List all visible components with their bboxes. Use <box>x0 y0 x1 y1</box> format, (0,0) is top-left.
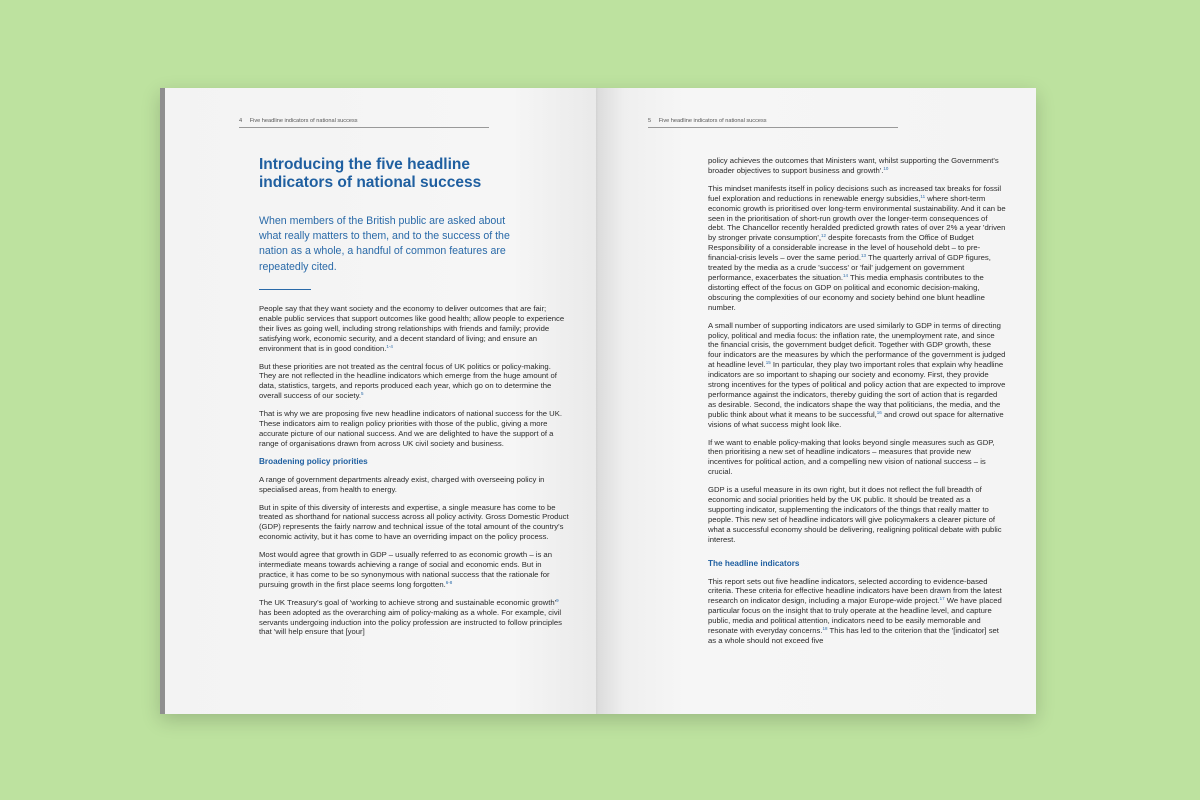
paragraph-text: and crowd out space for alternative visions of what success might look like. <box>708 409 1004 429</box>
body-paragraph <box>259 304 569 354</box>
running-head-title: Five headline indicators of national success <box>249 118 358 124</box>
paragraph-text: policy achieves the outcomes that Ministers want, whilst supporting the Government's broader objectives to support business and growth'. <box>708 156 999 175</box>
running-head <box>648 118 898 128</box>
paragraph-text: This has led to the criterion that the '[indicator] set as a whole should not exceed five <box>708 626 999 645</box>
body-paragraph <box>259 598 569 638</box>
body-paragraph: But in spite of this diversity of interests and expertise, a single measure has come to be treated as shorthand for national success across all policy activity. Gross Domestic Product (GDP) represents the fairly narrow and technical issue of the total amount of the country's economic activity, but it has come to have an overriding impact on the policy process. <box>259 502 569 542</box>
paragraph-text: The UK Treasury's goal of 'working to achieve strong and sustainable economic growth' <box>259 597 557 607</box>
paragraph-text: People say that they want society and the economy to deliver outcomes that are fair; enable public services that support outcomes like good health; allow people to experience their lives as going well, including strong relationships with friends and family; provide satisfying work, economic security, and a decent standard of living; and ensure an environment that is in good condition. <box>259 304 565 353</box>
page-number: 5 <box>648 118 652 124</box>
footnote-ref[interactable]: 13 <box>860 253 866 259</box>
body-paragraph: If we want to enable policy-making that looks beyond single measures such as GDP, then prioritising a new set of headline indicators – measures that provide new incentives for political action, and a compelling new vision of national success – is crucial. <box>708 437 995 477</box>
left-page <box>160 88 598 714</box>
body-paragraph <box>259 362 569 402</box>
open-booklet <box>160 88 1036 714</box>
footnote-ref[interactable]: 16 <box>876 409 882 415</box>
body-paragraph <box>708 156 1006 176</box>
paragraph-text: But these priorities are not treated as the central focus of UK politics or policy-making. They are not reflected in the headline indicators which emerge from the huge amount of data, statistics, targets, and reports produced each year, which go on to determine the overall success of our society. <box>259 361 557 401</box>
footnote-ref[interactable]: 15 <box>765 360 771 366</box>
paragraph-text: Most would agree that growth in GDP – usually referred to as economic growth – is an intermediate means towards achieving a range of social and economic ends. But in practice, it has come to be so synonymous with national success that the rationale for pursuing growth in the first place seems long forgotten. <box>259 550 552 589</box>
footnote-ref[interactable]: 14 <box>843 272 849 278</box>
section-heading: Broadening policy priorities <box>259 456 368 466</box>
paragraph-text: This mindset manifests itself in policy decisions such as increased tax breaks for fossil fuel exploration and reductions in renewable energy subsidies, <box>708 183 1002 203</box>
body-paragraph: GDP is a useful measure in its own right, but it does not reflect the full breadth of economic and social priorities held by the UK public. It should be treated as a supporting indicator, supplementing the indicators of the things that really matter to people. This new set of headline indicators will give policymakers a clearer picture of what a successful economy should be delivering, realigning political debate with public interest. <box>708 485 1002 544</box>
footnote-ref[interactable]: 11 <box>920 193 926 199</box>
body-paragraph <box>708 184 1006 313</box>
section-heading: The headline indicators <box>708 558 800 568</box>
left-body-column <box>259 304 569 645</box>
footnote-ref[interactable]: 9 <box>556 597 559 603</box>
intro-paragraph: When members of the British public are asked about what really matters to them, and to the success of the nation as a whole, a handful of common features are repeatedly cited. <box>259 215 510 273</box>
body-paragraph: A range of government departments already exist, charged with overseeing policy in specialised areas, from health to energy. <box>259 474 545 494</box>
body-paragraph <box>708 577 1006 646</box>
running-head <box>239 118 489 128</box>
paragraph-text: The quarterly arrival of GDP figures, treated by the media as a crude 'success' or 'fail' judgement on government performance, exacerbates the situation. <box>708 253 991 282</box>
paragraph-text: despite forecasts from the Office of Budget Responsibility of a considerable increase in the level of household debt – to pre-financial-crisis levels – over the same period. <box>708 233 981 263</box>
paragraph-text: This media emphasis contributes to the distorting effect of the focus on GDP on political and economic decision-making, obscuring the complexities of our economy and society behind one blunt headline number. <box>708 272 985 312</box>
footnote-ref[interactable]: 6-8 <box>445 579 453 585</box>
footnote-ref[interactable]: 10 <box>883 165 889 171</box>
paragraph-text: A small number of supporting indicators are used similarly to GDP in terms of directing policy, political and media focus: the inflation rate, the unemployment rate, and since the financial crisis, the government budget deficit. Together with GDP growth, these four indicators are the measures by which the performance of the government is judged at headline level. <box>708 320 1006 370</box>
page-title: Introducing the five headline indicators of national success <box>259 156 482 191</box>
footnote-ref[interactable]: 17 <box>939 596 945 602</box>
paragraph-text: We have placed particular focus on the insight that to truly operate at the headline level, and capture public, media and political attention, indicators need to be easily memorable and resonate with everyday concerns. <box>708 596 1002 636</box>
footnote-ref[interactable]: 1-4 <box>386 343 393 349</box>
footnote-ref[interactable]: 12 <box>821 233 827 239</box>
body-paragraph <box>708 321 1006 430</box>
right-body-column <box>708 156 1006 654</box>
body-paragraph: That is why we are proposing five new headline indicators of national success for the UK. These indicators aim to realign policy priorities with those of the public, giving a more accurate picture of our national success. And we are delighted to have the support of a range of organisations drawn from across UK civil society and business. <box>259 409 562 448</box>
page-number: 4 <box>239 118 243 124</box>
intro-divider <box>259 289 311 290</box>
right-page <box>598 88 1036 714</box>
paragraph-text: In particular, they play two important roles that explain why headline indicators are so important to shaping our society and economy. First, they provide strong incentives for the types of political and policy action that are expected to improve performance against the indicators, thereby guiding the sort of action that is regarded as desirable. Second, the indicators shape the way that politicians, the media, and the public think about what it means to be successful, <box>708 360 1006 419</box>
body-paragraph <box>259 550 569 590</box>
paragraph-text: has been adopted as the overarching aim of policy-making as a whole. For example, civil servants undergoing induction into the policy profession are instructed to follow principles that 'will help ensure that [your] <box>259 607 562 637</box>
footnote-ref[interactable]: 18 <box>822 626 828 632</box>
paragraph-text: This report sets out five headline indicators, selected according to evidence-based criteria. These criteria for effective headline indicators have been drawn from the latest research on indicator design, including a major Europe-wide project. <box>708 576 1002 606</box>
footnote-ref[interactable]: 5 <box>360 391 364 397</box>
running-head-title: Five headline indicators of national success <box>658 118 767 124</box>
paragraph-text: where short-term economic growth is prioritised over long-term environmental sustainability. And it can be seen in the prioritisation of short-run growth over the longer-term consequences of debt. The Chancellor recently heralded predicted growth rates of over 2% a year 'driven by stronger private consumption', <box>708 193 1006 243</box>
